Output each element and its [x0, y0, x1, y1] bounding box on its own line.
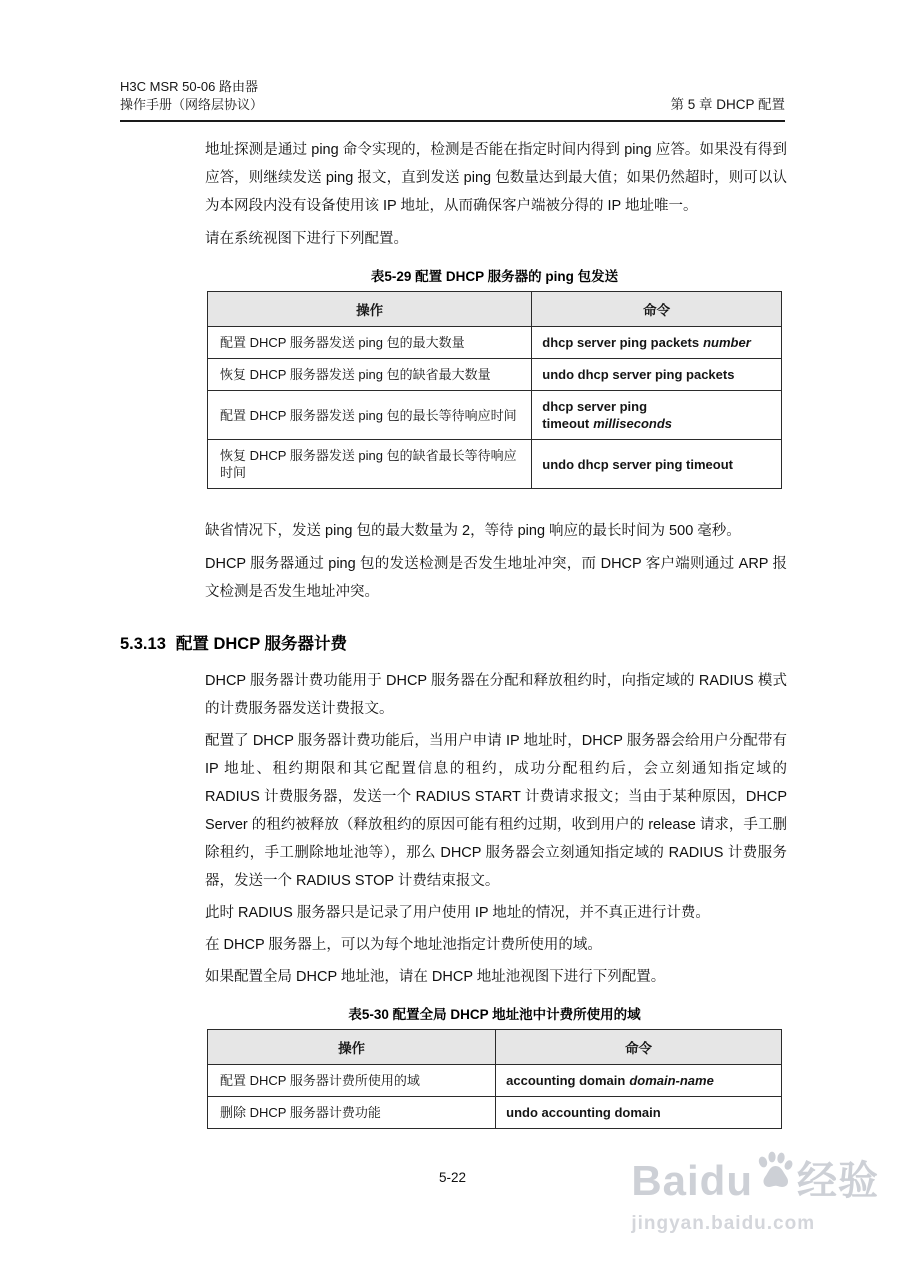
column-header-command: 命令: [532, 292, 782, 327]
table-row: [208, 391, 782, 440]
table-header-row: [208, 292, 782, 327]
header-left: [120, 78, 263, 114]
column-header-command: 命令: [496, 1030, 782, 1065]
command-argument: number: [703, 335, 751, 350]
watermark-url: jingyan.baidu.com: [631, 1213, 816, 1234]
command-cell: [496, 1065, 782, 1097]
command-cell: [532, 327, 782, 359]
paragraph-address-probe: 地址探测是通过 ping 命令实现的，检测是否能在指定时间内得到 ping 应答。如果没有得到应答，则继续发送 ping 报文，直到发送 ping 包数量达到最大值；如果仍然超时，则可以认为本网段内没有设备使用该 IP 地址，从而确保客户端被分得的 IP 地址唯一。: [205, 142, 787, 214]
operation-cell: 配置 DHCP 服务器计费所使用的域: [208, 1065, 496, 1097]
command-text: dhcp server ping timeout: [542, 399, 648, 431]
paragraph-radius-note: 此时 RADIUS 服务器只是记录了用户使用 IP 地址的情况，并不真正进行计费。: [205, 905, 710, 921]
command-text: accounting domain: [506, 1073, 626, 1088]
table-header-row: [208, 1030, 782, 1065]
page-header: [120, 78, 785, 122]
section-title: 配置 DHCP 服务器计费: [175, 635, 347, 653]
header-manual-name: 操作手册（网络层协议）: [120, 97, 264, 112]
command-text: undo accounting domain: [506, 1105, 661, 1120]
table-5-29-caption: 表5-29 配置 DHCP 服务器的 ping 包发送: [370, 269, 619, 284]
table-row: [208, 359, 782, 391]
table-5-30-caption: 表5-30 配置全局 DHCP 地址池中计费所使用的域: [348, 1007, 641, 1022]
command-text: undo dhcp server ping timeout: [542, 456, 733, 472]
operation-cell: 配置 DHCP 服务器发送 ping 包的最长等待响应时间: [208, 391, 532, 440]
table-5-30: [207, 1029, 782, 1129]
command-text: dhcp server ping packets: [542, 335, 700, 350]
paragraph-domain-per-pool: 在 DHCP 服务器上，可以为每个地址池指定计费所使用的域。: [205, 937, 602, 953]
baidu-watermark: [631, 1150, 879, 1235]
page-number: 5-22: [438, 1170, 467, 1185]
operation-cell: 恢复 DHCP 服务器发送 ping 包的缺省最大数量: [208, 359, 532, 391]
command-argument: milliseconds: [593, 416, 672, 431]
column-header-operation: 操作: [208, 292, 532, 327]
table-row: [208, 1097, 782, 1129]
command-argument: domain-name: [629, 1073, 714, 1088]
paragraph-default-values: 缺省情况下，发送 ping 包的最大数量为 2，等待 ping 响应的最长时间为 500 毫秒。: [205, 523, 741, 539]
command-text: undo dhcp server ping packets: [542, 367, 735, 382]
paragraph-system-view-hint: 请在系统视图下进行下列配置。: [205, 231, 408, 247]
command-cell: [532, 359, 782, 391]
command-cell: [532, 391, 782, 440]
page-content: [120, 136, 787, 1129]
operation-cell: 恢复 DHCP 服务器发送 ping 包的缺省最长等待响应时间: [208, 440, 532, 489]
section-heading-5-3-13: [120, 630, 787, 654]
watermark-brand-text: Baidu: [631, 1156, 753, 1204]
watermark-brand-cn: 经验: [797, 1158, 879, 1203]
header-chapter-title: 第 5 章 DHCP 配置: [670, 97, 785, 112]
operation-cell: 配置 DHCP 服务器发送 ping 包的最大数量: [208, 327, 532, 359]
baidu-paw-icon: [755, 1150, 795, 1201]
table-5-29-wrap: [207, 265, 782, 489]
paragraph-pool-view-hint: 如果配置全局 DHCP 地址池，请在 DHCP 地址池视图下进行下列配置。: [205, 969, 666, 985]
paragraph-accounting-detail: 配置了 DHCP 服务器计费功能后，当用户申请 IP 地址时，DHCP 服务器会给用户分配带有 IP 地址、租约期限和其它配置信息的租约，成功分配租约后，会立刻通知指定域的 RADIUS 计费服务器，发送一个 RADIUS START 计费请求报文；当由于某种原因，DHCP Server 的租约被释放（释放租约的原因可能有租约过期，收到用户的 release 请求，手工删除租约，手工删除地址池等），那么 DHCP 服务器会立刻通知指定域的 RADIUS 计费服务器，发送一个 RADIUS STOP 计费结束报文。: [205, 733, 787, 889]
section-number: 5.3.13: [120, 635, 166, 653]
operation-cell: 删除 DHCP 服务器计费功能: [208, 1097, 496, 1129]
column-header-operation: 操作: [208, 1030, 496, 1065]
paragraph-conflict-detection: DHCP 服务器通过 ping 包的发送检测是否发生地址冲突，而 DHCP 客户端则通过 ARP 报文检测是否发生地址冲突。: [205, 556, 787, 600]
command-cell: [496, 1097, 782, 1129]
table-5-29: [207, 291, 782, 489]
table-5-30-wrap: [207, 1003, 782, 1129]
paragraph-accounting-intro: DHCP 服务器计费功能用于 DHCP 服务器在分配和释放租约时，向指定域的 RADIUS 模式的计费服务器发送计费报文。: [205, 673, 787, 717]
command-cell: [532, 440, 782, 489]
table-row: [208, 440, 782, 489]
table-row: [208, 327, 782, 359]
watermark-logo-row: [631, 1150, 879, 1211]
header-product-name: H3C MSR 50-06 路由器: [120, 79, 258, 94]
table-row: [208, 1065, 782, 1097]
